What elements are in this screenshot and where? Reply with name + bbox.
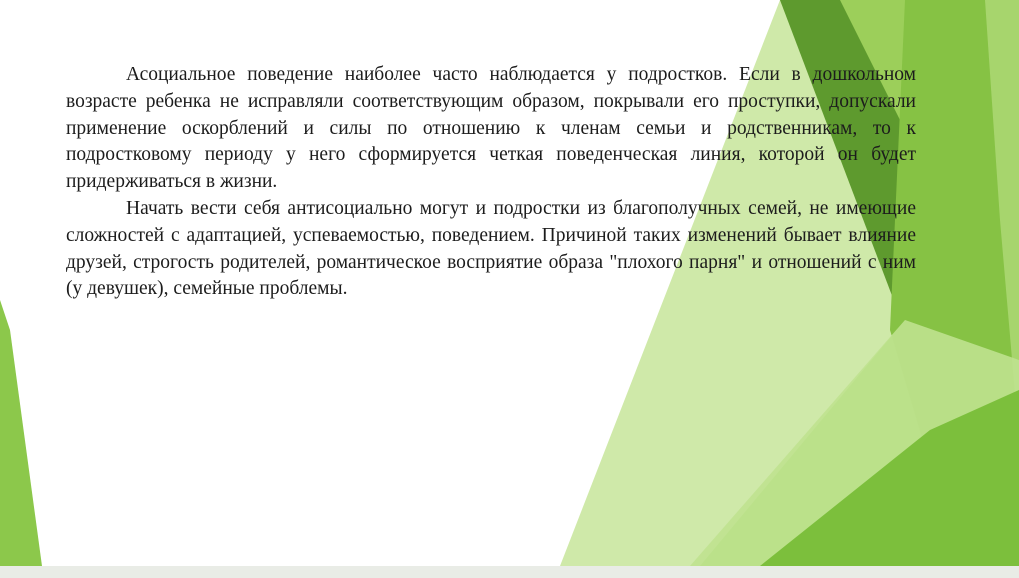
green-shape-left bbox=[0, 300, 42, 566]
slide-text-block bbox=[66, 62, 916, 303]
paragraph-causes: Начать вести себя антисоциально могут и подростки из благополучных семей, не имеющие сложностей с адаптацией, успеваемостью, поведением. Причиной таких изменений бывает влияние друзей, строгость родителей, романтическое восприятие образа "плохого парня" и отношений с ним (у девушек), семейные проблемы. bbox=[66, 197, 916, 300]
bottom-border bbox=[0, 566, 1019, 578]
paragraph-antisocial-behavior: Асоциальное поведение наиболее часто наблюдается у подростков. Если в дошкольном возрасте ребенка не исправляли соответствующим образом, покрывали его проступки, допускали применение оскорблений и силы по отношению к членам семьи и родственникам, то к подростковому периоду у него сформируется четкая поведенческая линия, которой он будет придерживаться в жизни. bbox=[66, 64, 916, 193]
